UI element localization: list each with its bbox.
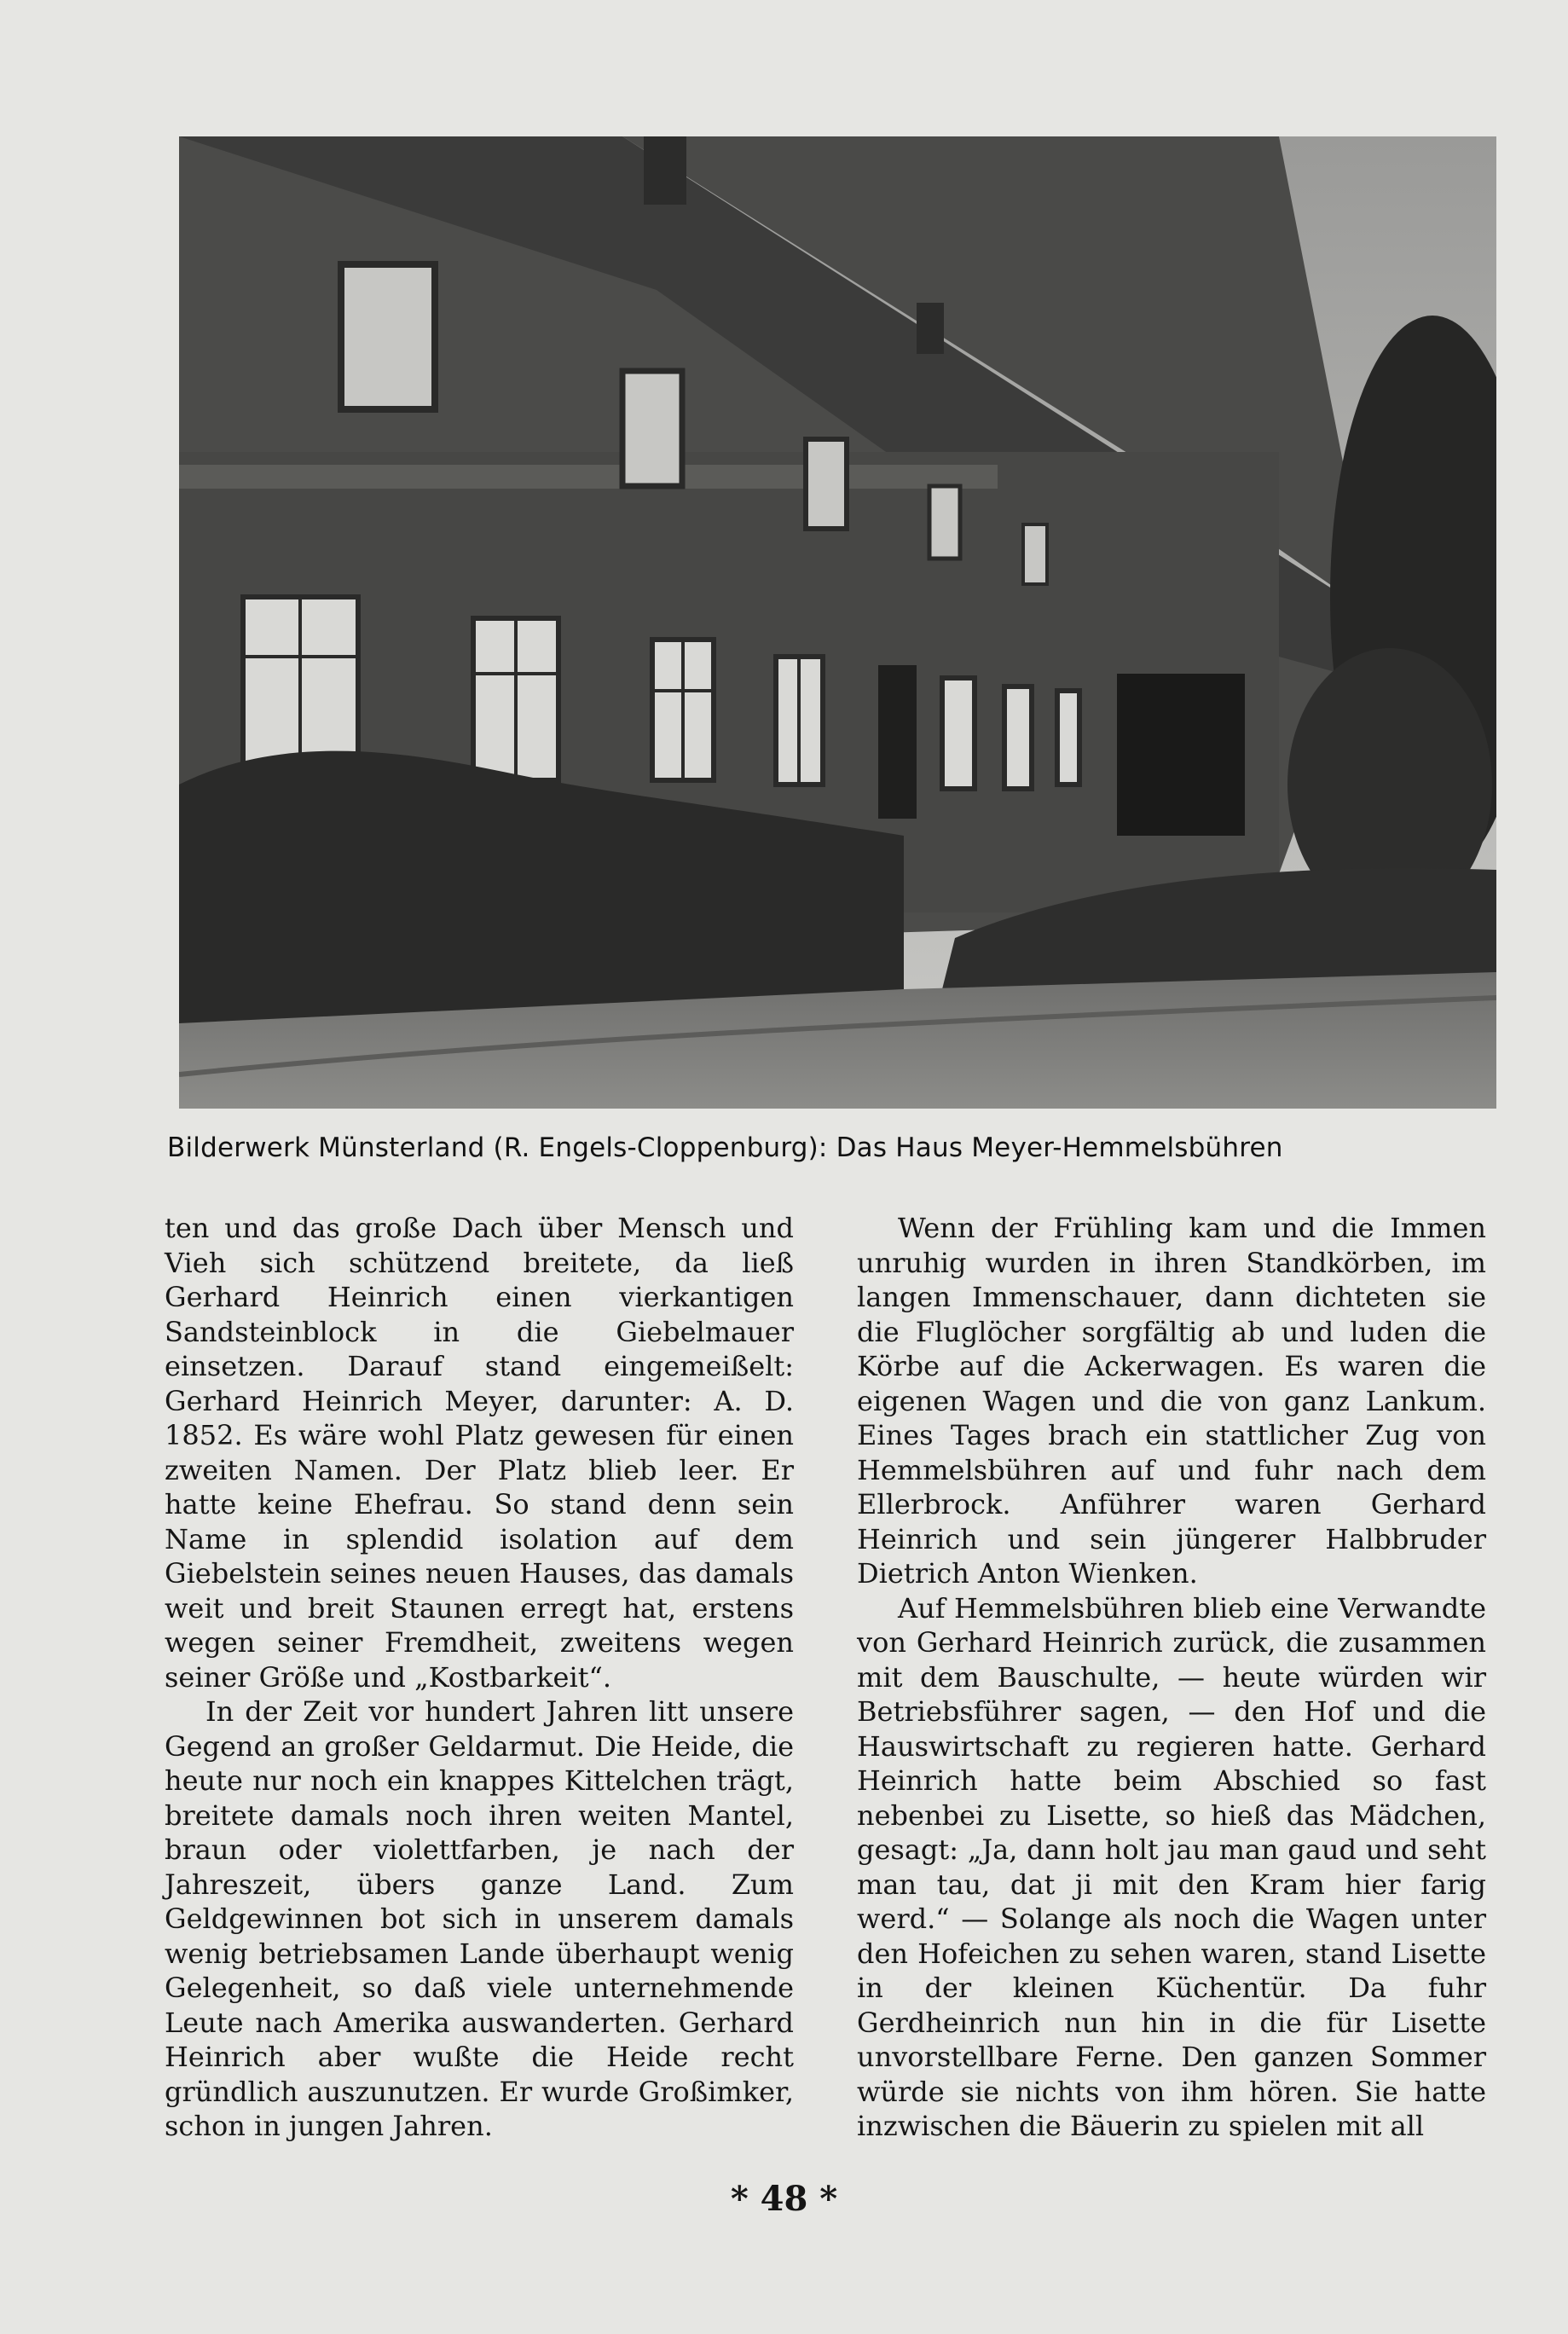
- farmhouse-photo: [179, 136, 1496, 1109]
- page-number: * 48 *: [730, 2179, 838, 2219]
- caption-title: Das Haus Meyer-Hemmelsbühren: [836, 1132, 1283, 1163]
- farmhouse-illustration: [179, 136, 1496, 1109]
- paragraph: Auf Hemmelsbühren blieb eine Verwandte von Gerhard Heinrich zurück, die zusammen mit dem Bauschulte, — heute würden wir Betriebsführer sagen, — den Hof und die Hauswirtschaft zu regieren hatte. Gerhard Heinrich hatte beim Abschied so fast nebenbei zu Lisette, so hieß das Mädchen, gesagt: „Ja, dann holt jau man gaud und seht man tau, dat ji mit den Kram hier farig werd.“ — Solange als noch die Wagen unter den Hofeichen zu sehen waren, stand Lisette in der kleinen Küchentür. Da fuhr Gerdheinrich nun hin in die für Lisette unvorstellbare Ferne. Den ganzen Sommer würde sie nichts von ihm hören. Sie hatte inzwischen die Bäuerin zu spielen mit all: [857, 1591, 1486, 2142]
- text-column-right: [857, 1211, 1486, 2144]
- text-column-left: [165, 1211, 794, 2144]
- caption-source: Bilderwerk Münsterland (R. Engels-Cloppenburg):: [167, 1132, 828, 1163]
- paragraph: In der Zeit vor hundert Jahren litt unsere Gegend an großer Geldarmut. Die Heide, die heute nur noch ein knappes Kittelchen trägt, breitete damals noch ihren weiten Mantel, braun oder violettfarben, je nach der Jahreszeit, übers ganze Land. Zum Geldgewinnen bot sich in unserem damals wenig betriebsamen Lande überhaupt wenig Gelegenheit, so daß viele unternehmende Leute nach Amerika auswanderten. Gerhard Heinrich aber wußte die Heide recht gründlich auszunutzen. Er wurde Großimker, schon in jungen Jahren.: [165, 1695, 794, 2142]
- paragraph: ten und das große Dach über Mensch und Vieh sich schützend breitete, da ließ Gerhard Heinrich einen vierkantigen Sandsteinblock in die Giebelmauer einsetzen. Darauf stand eingemeißelt: Gerhard Heinrich Meyer, darunter: A. D. 1852. Es wäre wohl Platz gewesen für einen zweiten Namen. Der Platz blieb leer. Er hatte keine Ehefrau. So stand denn sein Name in splendid isolation auf dem Giebelstein seines neuen Hauses, das damals weit und breit Staunen erregt hat, erstens wegen seiner Fremdheit, zweitens wegen seiner Größe und „Kostbarkeit“.: [165, 1212, 794, 1694]
- paragraph: Wenn der Frühling kam und die Immen unruhig wurden in ihren Standkörben, im langen Immenschauer, dann dichteten sie die Fluglöcher sorgfältig ab und luden die Körbe auf die Ackerwagen. Es waren die eigenen Wagen und die von ganz Lankum. Eines Tages brach ein stattlicher Zug von Hemmelsbühren auf und fuhr nach dem Ellerbrock. Anführer waren Gerhard Heinrich und sein jüngerer Halbbruder Dietrich Anton Wienken.: [857, 1212, 1486, 1590]
- photo-caption: [167, 1132, 1514, 1163]
